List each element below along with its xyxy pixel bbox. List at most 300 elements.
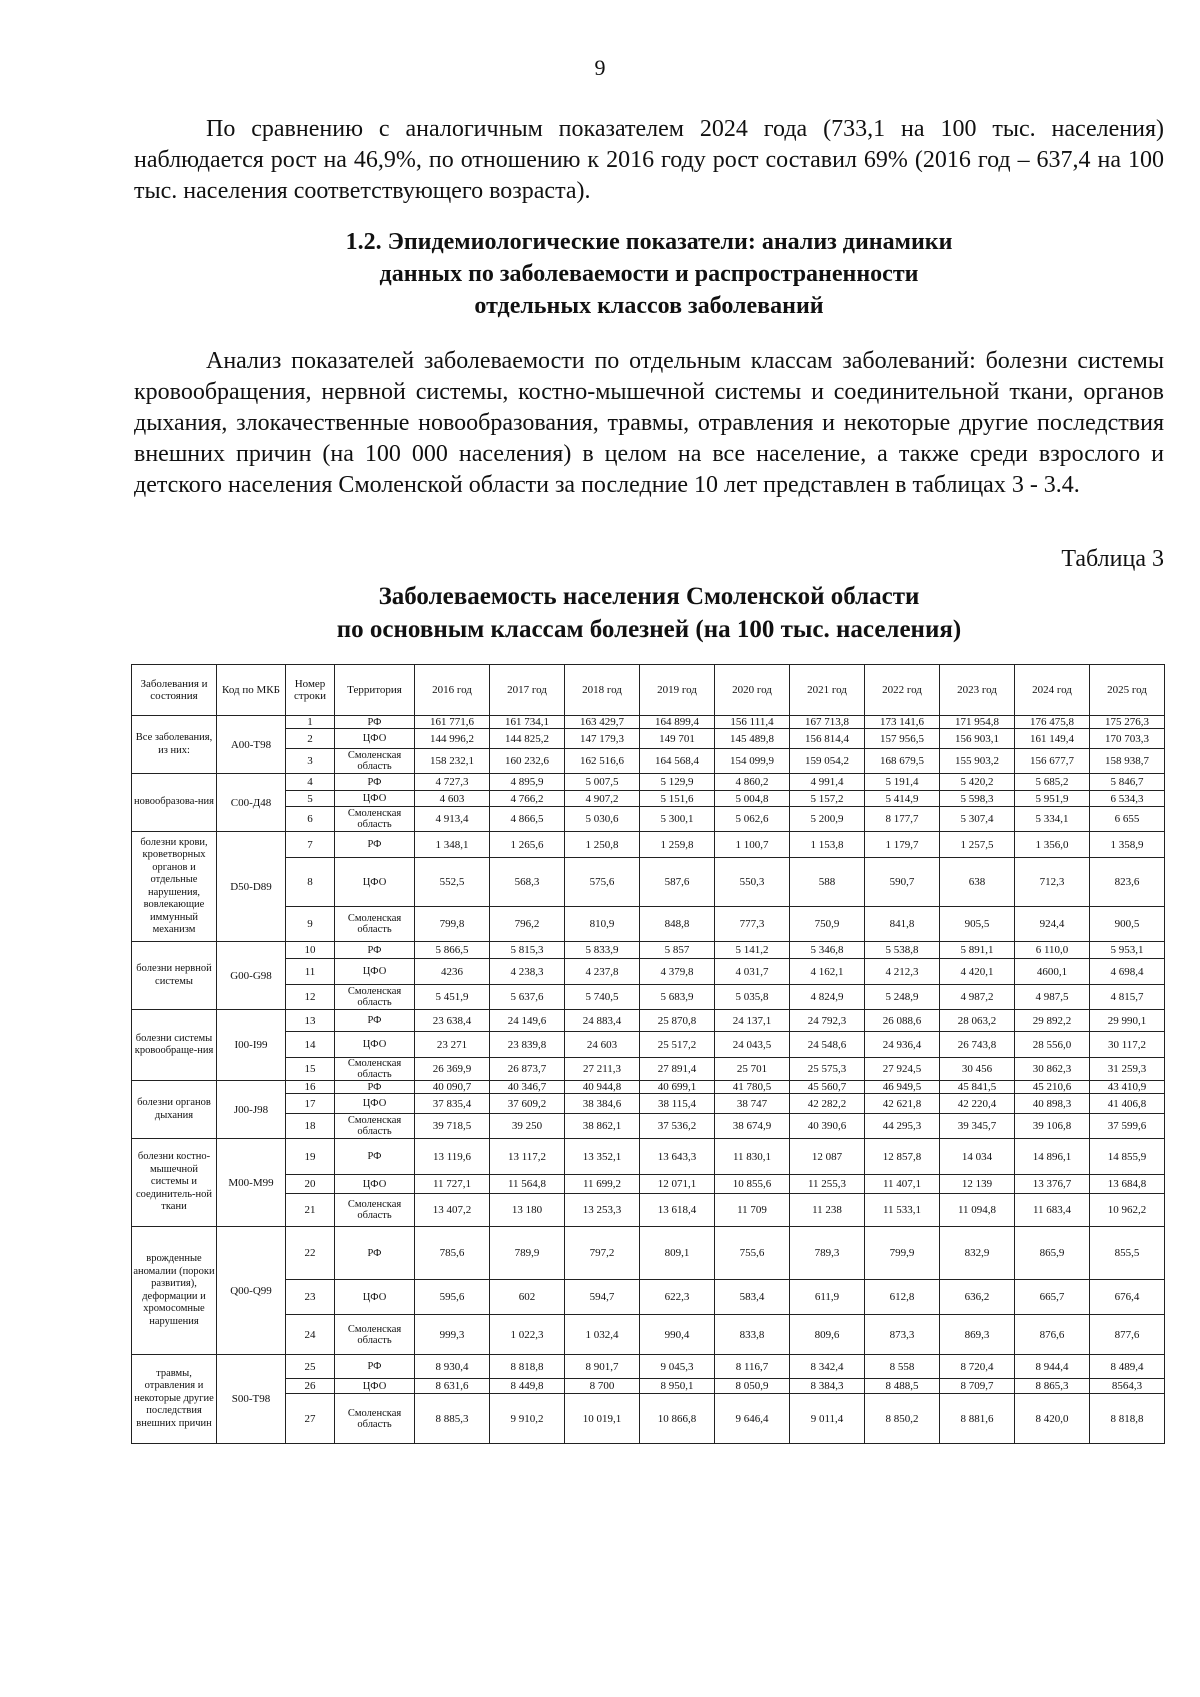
value-cell: 611,9 bbox=[790, 1280, 865, 1315]
row-number-cell: 23 bbox=[286, 1280, 335, 1315]
value-cell: 583,4 bbox=[715, 1280, 790, 1315]
section-heading-line: отдельных классов заболеваний bbox=[474, 293, 824, 319]
value-cell: 855,5 bbox=[1090, 1227, 1165, 1280]
value-cell: 5 129,9 bbox=[640, 774, 715, 791]
row-number-cell: 6 bbox=[286, 807, 335, 832]
header-year: 2021 год bbox=[790, 665, 865, 716]
value-cell: 750,9 bbox=[790, 907, 865, 942]
value-cell: 5 637,6 bbox=[490, 985, 565, 1010]
value-cell: 28 556,0 bbox=[1015, 1032, 1090, 1058]
table-header-row bbox=[132, 665, 1165, 716]
value-cell: 4 698,4 bbox=[1090, 959, 1165, 985]
value-cell: 13 119,6 bbox=[415, 1139, 490, 1175]
territory-cell: ЦФО bbox=[335, 858, 415, 907]
value-cell: 163 429,7 bbox=[565, 716, 640, 729]
value-cell: 13 618,4 bbox=[640, 1194, 715, 1227]
header-row-number: Номер строки bbox=[286, 665, 335, 716]
value-cell: 5 007,5 bbox=[565, 774, 640, 791]
territory-cell: РФ bbox=[335, 1139, 415, 1175]
value-cell: 38 747 bbox=[715, 1094, 790, 1114]
value-cell: 38 862,1 bbox=[565, 1114, 640, 1139]
value-cell: 8 709,7 bbox=[940, 1379, 1015, 1394]
table-row bbox=[132, 1355, 1165, 1379]
value-cell: 4600,1 bbox=[1015, 959, 1090, 985]
value-cell: 29 892,2 bbox=[1015, 1010, 1090, 1032]
value-cell: 147 179,3 bbox=[565, 729, 640, 749]
value-cell: 848,8 bbox=[640, 907, 715, 942]
table-row bbox=[132, 774, 1165, 791]
value-cell: 39 345,7 bbox=[940, 1114, 1015, 1139]
value-cell: 11 564,8 bbox=[490, 1175, 565, 1194]
value-cell: 14 034 bbox=[940, 1139, 1015, 1175]
value-cell: 155 903,2 bbox=[940, 749, 1015, 774]
table-row bbox=[132, 1194, 1165, 1227]
value-cell: 5 062,6 bbox=[715, 807, 790, 832]
value-cell: 161 771,6 bbox=[415, 716, 490, 729]
value-cell: 11 255,3 bbox=[790, 1175, 865, 1194]
row-number-cell: 2 bbox=[286, 729, 335, 749]
value-cell: 8 865,3 bbox=[1015, 1379, 1090, 1394]
value-cell: 5 157,2 bbox=[790, 791, 865, 807]
value-cell: 5 300,1 bbox=[640, 807, 715, 832]
value-cell: 552,5 bbox=[415, 858, 490, 907]
disease-class-cell: травмы, отравления и некоторые другие последствия внешних причин bbox=[132, 1355, 217, 1444]
row-number-cell: 22 bbox=[286, 1227, 335, 1280]
value-cell: 175 276,3 bbox=[1090, 716, 1165, 729]
value-cell: 24 548,6 bbox=[790, 1032, 865, 1058]
value-cell: 5 414,9 bbox=[865, 791, 940, 807]
value-cell: 1 348,1 bbox=[415, 832, 490, 858]
value-cell: 12 071,1 bbox=[640, 1175, 715, 1194]
header-year: 2020 год bbox=[715, 665, 790, 716]
value-cell: 11 699,2 bbox=[565, 1175, 640, 1194]
value-cell: 636,2 bbox=[940, 1280, 1015, 1315]
value-cell: 4 987,5 bbox=[1015, 985, 1090, 1010]
value-cell: 785,6 bbox=[415, 1227, 490, 1280]
value-cell: 1 259,8 bbox=[640, 832, 715, 858]
value-cell: 8 631,6 bbox=[415, 1379, 490, 1394]
table-row bbox=[132, 1394, 1165, 1444]
value-cell: 5 598,3 bbox=[940, 791, 1015, 807]
value-cell: 797,2 bbox=[565, 1227, 640, 1280]
territory-cell: РФ bbox=[335, 1227, 415, 1280]
header-icd-code: Код по МКБ bbox=[217, 665, 286, 716]
value-cell: 8 818,8 bbox=[1090, 1394, 1165, 1444]
value-cell: 13 643,3 bbox=[640, 1139, 715, 1175]
value-cell: 4 991,4 bbox=[790, 774, 865, 791]
value-cell: 1 257,5 bbox=[940, 832, 1015, 858]
value-cell: 799,8 bbox=[415, 907, 490, 942]
value-cell: 40 944,8 bbox=[565, 1081, 640, 1094]
table-title-line: по основным классам болезней (на 100 тыс. населения) bbox=[336, 616, 962, 643]
value-cell: 11 830,1 bbox=[715, 1139, 790, 1175]
value-cell: 841,8 bbox=[865, 907, 940, 942]
value-cell: 8 449,8 bbox=[490, 1379, 565, 1394]
value-cell: 31 259,3 bbox=[1090, 1058, 1165, 1081]
value-cell: 4 913,4 bbox=[415, 807, 490, 832]
icd-code-cell: J00-J98 bbox=[217, 1081, 286, 1139]
value-cell: 14 855,9 bbox=[1090, 1139, 1165, 1175]
value-cell: 8 700 bbox=[565, 1379, 640, 1394]
table-row bbox=[132, 1114, 1165, 1139]
value-cell: 27 924,5 bbox=[865, 1058, 940, 1081]
row-number-cell: 17 bbox=[286, 1094, 335, 1114]
row-number-cell: 7 bbox=[286, 832, 335, 858]
value-cell: 13 376,7 bbox=[1015, 1175, 1090, 1194]
header-year: 2024 год bbox=[1015, 665, 1090, 716]
territory-cell: ЦФО bbox=[335, 959, 415, 985]
row-number-cell: 13 bbox=[286, 1010, 335, 1032]
row-number-cell: 15 bbox=[286, 1058, 335, 1081]
value-cell: 11 683,4 bbox=[1015, 1194, 1090, 1227]
value-cell: 11 407,1 bbox=[865, 1175, 940, 1194]
value-cell: 24 137,1 bbox=[715, 1010, 790, 1032]
value-cell: 8 818,8 bbox=[490, 1355, 565, 1379]
value-cell: 612,8 bbox=[865, 1280, 940, 1315]
value-cell: 4 824,9 bbox=[790, 985, 865, 1010]
row-number-cell: 12 bbox=[286, 985, 335, 1010]
value-cell: 40 699,1 bbox=[640, 1081, 715, 1094]
value-cell: 823,6 bbox=[1090, 858, 1165, 907]
value-cell: 4 815,7 bbox=[1090, 985, 1165, 1010]
value-cell: 161 149,4 bbox=[1015, 729, 1090, 749]
table-row bbox=[132, 942, 1165, 959]
value-cell: 41 406,8 bbox=[1090, 1094, 1165, 1114]
row-number-cell: 19 bbox=[286, 1139, 335, 1175]
value-cell: 176 475,8 bbox=[1015, 716, 1090, 729]
value-cell: 789,9 bbox=[490, 1227, 565, 1280]
value-cell: 755,6 bbox=[715, 1227, 790, 1280]
disease-class-cell: врожденные аномалии (пороки развития), деформации и хромосомные нарушения bbox=[132, 1227, 217, 1355]
territory-cell: Смоленская область bbox=[335, 1114, 415, 1139]
value-cell: 24 603 bbox=[565, 1032, 640, 1058]
value-cell: 5 953,1 bbox=[1090, 942, 1165, 959]
value-cell: 5 004,8 bbox=[715, 791, 790, 807]
value-cell: 160 232,6 bbox=[490, 749, 565, 774]
value-cell: 41 780,5 bbox=[715, 1081, 790, 1094]
value-cell: 156 814,4 bbox=[790, 729, 865, 749]
value-cell: 45 210,6 bbox=[1015, 1081, 1090, 1094]
value-cell: 30 862,3 bbox=[1015, 1058, 1090, 1081]
row-number-cell: 4 bbox=[286, 774, 335, 791]
row-number-cell: 10 bbox=[286, 942, 335, 959]
territory-cell: РФ bbox=[335, 942, 415, 959]
value-cell: 5 141,2 bbox=[715, 942, 790, 959]
territory-cell: РФ bbox=[335, 774, 415, 791]
value-cell: 5 151,6 bbox=[640, 791, 715, 807]
value-cell: 42 621,8 bbox=[865, 1094, 940, 1114]
value-cell: 5 833,9 bbox=[565, 942, 640, 959]
value-cell: 10 855,6 bbox=[715, 1175, 790, 1194]
value-cell: 4 031,7 bbox=[715, 959, 790, 985]
value-cell: 40 898,3 bbox=[1015, 1094, 1090, 1114]
territory-cell: ЦФО bbox=[335, 1280, 415, 1315]
value-cell: 5 685,2 bbox=[1015, 774, 1090, 791]
value-cell: 164 899,4 bbox=[640, 716, 715, 729]
value-cell: 38 674,9 bbox=[715, 1114, 790, 1139]
value-cell: 5 740,5 bbox=[565, 985, 640, 1010]
value-cell: 1 250,8 bbox=[565, 832, 640, 858]
territory-cell: Смоленская область bbox=[335, 1315, 415, 1355]
row-number-cell: 21 bbox=[286, 1194, 335, 1227]
value-cell: 8 342,4 bbox=[790, 1355, 865, 1379]
value-cell: 4 907,2 bbox=[565, 791, 640, 807]
disease-class-cell: Все заболевания, из них: bbox=[132, 716, 217, 774]
value-cell: 5 451,9 bbox=[415, 985, 490, 1010]
value-cell: 30 117,2 bbox=[1090, 1032, 1165, 1058]
value-cell: 8 944,4 bbox=[1015, 1355, 1090, 1379]
value-cell: 8 950,1 bbox=[640, 1379, 715, 1394]
value-cell: 5 866,5 bbox=[415, 942, 490, 959]
disease-class-cell: болезни органов дыхания bbox=[132, 1081, 217, 1139]
value-cell: 796,2 bbox=[490, 907, 565, 942]
value-cell: 4 238,3 bbox=[490, 959, 565, 985]
value-cell: 171 954,8 bbox=[940, 716, 1015, 729]
intro-paragraph: По сравнению с аналогичным показателем 2024 года (733,1 на 100 тыс. населения) наблюдается рост на 46,9%, по отношению к 2016 году рост составил 69% (2016 год – 637,4 на 100 тыс. населения соответствующего возраста). bbox=[134, 116, 1164, 204]
value-cell: 9 910,2 bbox=[490, 1394, 565, 1444]
value-cell: 24 936,4 bbox=[865, 1032, 940, 1058]
value-cell: 5 951,9 bbox=[1015, 791, 1090, 807]
value-cell: 665,7 bbox=[1015, 1280, 1090, 1315]
value-cell: 27 211,3 bbox=[565, 1058, 640, 1081]
value-cell: 156 677,7 bbox=[1015, 749, 1090, 774]
value-cell: 27 891,4 bbox=[640, 1058, 715, 1081]
value-cell: 11 094,8 bbox=[940, 1194, 1015, 1227]
table-row bbox=[132, 1094, 1165, 1114]
value-cell: 809,1 bbox=[640, 1227, 715, 1280]
value-cell: 9 011,4 bbox=[790, 1394, 865, 1444]
territory-cell: ЦФО bbox=[335, 1032, 415, 1058]
value-cell: 4 987,2 bbox=[940, 985, 1015, 1010]
value-cell: 568,3 bbox=[490, 858, 565, 907]
icd-code-cell: I00-I99 bbox=[217, 1010, 286, 1081]
value-cell: 789,3 bbox=[790, 1227, 865, 1280]
row-number-cell: 20 bbox=[286, 1175, 335, 1194]
value-cell: 168 679,5 bbox=[865, 749, 940, 774]
page-number: 9 bbox=[594, 55, 606, 80]
value-cell: 865,9 bbox=[1015, 1227, 1090, 1280]
value-cell: 154 099,9 bbox=[715, 749, 790, 774]
value-cell: 5 857 bbox=[640, 942, 715, 959]
icd-code-cell: G00-G98 bbox=[217, 942, 286, 1010]
row-number-cell: 25 bbox=[286, 1355, 335, 1379]
value-cell: 25 575,3 bbox=[790, 1058, 865, 1081]
value-cell: 43 410,9 bbox=[1090, 1081, 1165, 1094]
value-cell: 6 534,3 bbox=[1090, 791, 1165, 807]
value-cell: 42 282,2 bbox=[790, 1094, 865, 1114]
territory-cell: РФ bbox=[335, 716, 415, 729]
row-number-cell: 24 bbox=[286, 1315, 335, 1355]
value-cell: 799,9 bbox=[865, 1227, 940, 1280]
row-number-cell: 1 bbox=[286, 716, 335, 729]
value-cell: 6 655 bbox=[1090, 807, 1165, 832]
value-cell: 42 220,4 bbox=[940, 1094, 1015, 1114]
value-cell: 145 489,8 bbox=[715, 729, 790, 749]
value-cell: 149 701 bbox=[640, 729, 715, 749]
value-cell: 40 390,6 bbox=[790, 1114, 865, 1139]
value-cell: 11 533,1 bbox=[865, 1194, 940, 1227]
value-cell: 990,4 bbox=[640, 1315, 715, 1355]
header-year: 2017 год bbox=[490, 665, 565, 716]
value-cell: 156 111,4 bbox=[715, 716, 790, 729]
territory-cell: ЦФО bbox=[335, 1175, 415, 1194]
territory-cell: Смоленская область bbox=[335, 749, 415, 774]
value-cell: 28 063,2 bbox=[940, 1010, 1015, 1032]
value-cell: 4 866,5 bbox=[490, 807, 565, 832]
value-cell: 23 839,8 bbox=[490, 1032, 565, 1058]
value-cell: 810,9 bbox=[565, 907, 640, 942]
table-row bbox=[132, 1139, 1165, 1175]
table-row bbox=[132, 1010, 1165, 1032]
value-cell: 159 054,2 bbox=[790, 749, 865, 774]
table-row bbox=[132, 832, 1165, 858]
value-cell: 37 599,6 bbox=[1090, 1114, 1165, 1139]
value-cell: 13 684,8 bbox=[1090, 1175, 1165, 1194]
disease-class-cell: болезни костно-мышечной системы и соединитель-ной ткани bbox=[132, 1139, 217, 1227]
value-cell: 158 938,7 bbox=[1090, 749, 1165, 774]
table-row bbox=[132, 1315, 1165, 1355]
value-cell: 999,3 bbox=[415, 1315, 490, 1355]
section-heading bbox=[134, 226, 1164, 322]
value-cell: 37 536,2 bbox=[640, 1114, 715, 1139]
icd-code-cell: А00-Т98 bbox=[217, 716, 286, 774]
territory-cell: Смоленская область bbox=[335, 1394, 415, 1444]
value-cell: 4 603 bbox=[415, 791, 490, 807]
value-cell: 38 115,4 bbox=[640, 1094, 715, 1114]
table-row bbox=[132, 716, 1165, 729]
value-cell: 873,3 bbox=[865, 1315, 940, 1355]
value-cell: 676,4 bbox=[1090, 1280, 1165, 1315]
value-cell: 45 841,5 bbox=[940, 1081, 1015, 1094]
icd-code-cell: S00-T98 bbox=[217, 1355, 286, 1444]
value-cell: 5 846,7 bbox=[1090, 774, 1165, 791]
value-cell: 8 881,6 bbox=[940, 1394, 1015, 1444]
value-cell: 170 703,3 bbox=[1090, 729, 1165, 749]
value-cell: 8 885,3 bbox=[415, 1394, 490, 1444]
disease-class-cell: болезни системы кровообраще-ния bbox=[132, 1010, 217, 1081]
value-cell: 588 bbox=[790, 858, 865, 907]
value-cell: 4 237,8 bbox=[565, 959, 640, 985]
value-cell: 1 179,7 bbox=[865, 832, 940, 858]
value-cell: 6 110,0 bbox=[1015, 942, 1090, 959]
territory-cell: ЦФО bbox=[335, 729, 415, 749]
value-cell: 10 019,1 bbox=[565, 1394, 640, 1444]
value-cell: 712,3 bbox=[1015, 858, 1090, 907]
territory-cell: Смоленская область bbox=[335, 985, 415, 1010]
value-cell: 12 857,8 bbox=[865, 1139, 940, 1175]
value-cell: 10 866,8 bbox=[640, 1394, 715, 1444]
value-cell: 39 106,8 bbox=[1015, 1114, 1090, 1139]
value-cell: 594,7 bbox=[565, 1280, 640, 1315]
value-cell: 5 346,8 bbox=[790, 942, 865, 959]
value-cell: 4 212,3 bbox=[865, 959, 940, 985]
value-cell: 10 962,2 bbox=[1090, 1194, 1165, 1227]
row-number-cell: 9 bbox=[286, 907, 335, 942]
row-number-cell: 3 bbox=[286, 749, 335, 774]
value-cell: 5 030,6 bbox=[565, 807, 640, 832]
table-label: Таблица 3 bbox=[1061, 546, 1164, 572]
value-cell: 29 990,1 bbox=[1090, 1010, 1165, 1032]
table-row bbox=[132, 1379, 1165, 1394]
table-row bbox=[132, 1058, 1165, 1081]
value-cell: 13 180 bbox=[490, 1194, 565, 1227]
value-cell: 4 766,2 bbox=[490, 791, 565, 807]
table-row bbox=[132, 729, 1165, 749]
section-heading-line: 1.2. Эпидемиологические показатели: анализ динамики bbox=[345, 229, 953, 255]
value-cell: 13 253,3 bbox=[565, 1194, 640, 1227]
value-cell: 877,6 bbox=[1090, 1315, 1165, 1355]
value-cell: 11 238 bbox=[790, 1194, 865, 1227]
header-year: 2016 год bbox=[415, 665, 490, 716]
header-year: 2022 год bbox=[865, 665, 940, 716]
value-cell: 5 815,3 bbox=[490, 942, 565, 959]
disease-class-cell: болезни нервной системы bbox=[132, 942, 217, 1010]
value-cell: 595,6 bbox=[415, 1280, 490, 1315]
row-number-cell: 14 bbox=[286, 1032, 335, 1058]
value-cell: 25 870,8 bbox=[640, 1010, 715, 1032]
value-cell: 4 895,9 bbox=[490, 774, 565, 791]
value-cell: 4 162,1 bbox=[790, 959, 865, 985]
value-cell: 1 032,4 bbox=[565, 1315, 640, 1355]
value-cell: 5 035,8 bbox=[715, 985, 790, 1010]
value-cell: 11 727,1 bbox=[415, 1175, 490, 1194]
value-cell: 869,3 bbox=[940, 1315, 1015, 1355]
territory-cell: ЦФО bbox=[335, 791, 415, 807]
value-cell: 900,5 bbox=[1090, 907, 1165, 942]
value-cell: 39 718,5 bbox=[415, 1114, 490, 1139]
table-row bbox=[132, 791, 1165, 807]
value-cell: 13 352,1 bbox=[565, 1139, 640, 1175]
icd-code-cell: Q00-Q99 bbox=[217, 1227, 286, 1355]
value-cell: 158 232,1 bbox=[415, 749, 490, 774]
value-cell: 25 701 bbox=[715, 1058, 790, 1081]
value-cell: 4 860,2 bbox=[715, 774, 790, 791]
value-cell: 8 489,4 bbox=[1090, 1355, 1165, 1379]
icd-code-cell: M00-M99 bbox=[217, 1139, 286, 1227]
value-cell: 9 646,4 bbox=[715, 1394, 790, 1444]
row-number-cell: 8 bbox=[286, 858, 335, 907]
value-cell: 156 903,1 bbox=[940, 729, 1015, 749]
header-year: 2018 год bbox=[565, 665, 640, 716]
table-row bbox=[132, 807, 1165, 832]
value-cell: 12 087 bbox=[790, 1139, 865, 1175]
value-cell: 13 407,2 bbox=[415, 1194, 490, 1227]
row-number-cell: 11 bbox=[286, 959, 335, 985]
row-number-cell: 18 bbox=[286, 1114, 335, 1139]
territory-cell: РФ bbox=[335, 1081, 415, 1094]
value-cell: 4236 bbox=[415, 959, 490, 985]
value-cell: 1 022,3 bbox=[490, 1315, 565, 1355]
value-cell: 26 088,6 bbox=[865, 1010, 940, 1032]
value-cell: 37 835,4 bbox=[415, 1094, 490, 1114]
territory-cell: РФ bbox=[335, 1010, 415, 1032]
value-cell: 602 bbox=[490, 1280, 565, 1315]
territory-cell: Смоленская область bbox=[335, 807, 415, 832]
value-cell: 575,6 bbox=[565, 858, 640, 907]
value-cell: 144 996,2 bbox=[415, 729, 490, 749]
value-cell: 39 250 bbox=[490, 1114, 565, 1139]
value-cell: 24 043,5 bbox=[715, 1032, 790, 1058]
value-cell: 5 683,9 bbox=[640, 985, 715, 1010]
value-cell: 13 117,2 bbox=[490, 1139, 565, 1175]
table-row bbox=[132, 1032, 1165, 1058]
value-cell: 905,5 bbox=[940, 907, 1015, 942]
row-number-cell: 5 bbox=[286, 791, 335, 807]
icd-code-cell: С00-Д48 bbox=[217, 774, 286, 832]
value-cell: 4 379,8 bbox=[640, 959, 715, 985]
value-cell: 924,4 bbox=[1015, 907, 1090, 942]
value-cell: 8564,3 bbox=[1090, 1379, 1165, 1394]
